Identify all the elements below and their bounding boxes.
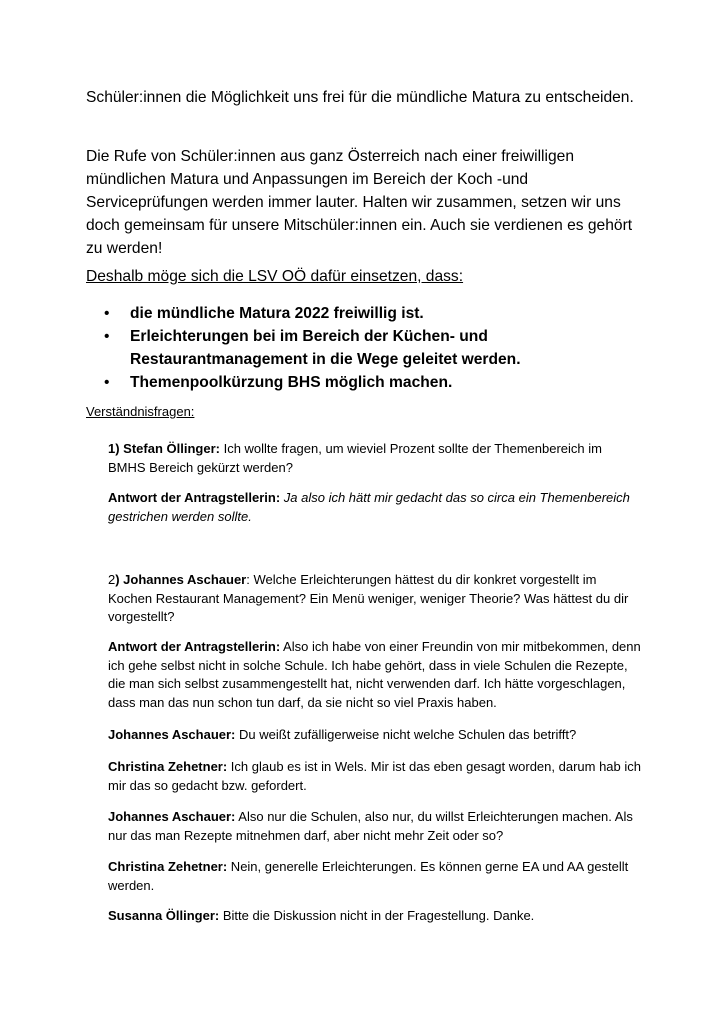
qa-text: Du weißt zufälligerweise nicht welche Schulen das betrifft? [235, 727, 577, 742]
demands-list [86, 302, 646, 394]
bullet-icon: • [104, 374, 110, 391]
qa-speaker: Susanna Öllinger: [108, 908, 220, 923]
demand-item [86, 371, 646, 394]
qa-speaker: Christina Zehetner: [108, 759, 228, 774]
qa-entry [108, 440, 643, 477]
qa-entry [108, 858, 643, 895]
qa-text: Also nur die Schulen, also nur, du willst Erleichterungen machen. Als nur das man Rezepte mitnehmen darf, aber nicht mehr Zeit oder so? [108, 809, 633, 843]
qa-text: Ja also ich hätt mir gedacht das so circa ein Themenbereich gestrichen werden sollte. [108, 490, 630, 524]
intro-paragraph-2: Die Rufe von Schüler:innen aus ganz Österreich nach einer freiwilligen mündlichen Matura und Anpassungen im Bereich der Koch -und Serviceprüfungen werden immer lauter. Halten wir zusammen, setzen wir uns doch gemeinsam für unsere Mitschüler:innen ein. Auch sie verdienen es gehört zu werden! [86, 148, 633, 257]
demand-item [86, 325, 646, 371]
qa-speaker: Christina Zehetner: [108, 859, 228, 874]
qa-speaker: Johannes Aschauer: [108, 727, 236, 742]
intro-paragraph-1: Schüler:innen die Möglichkeit uns frei für die mündliche Matura zu entscheiden. [86, 89, 634, 106]
qa-text: Also ich habe von einer Freundin von mir mitbekommen, denn ich gehe selbst nicht in solche Schule. Ich habe gehört, dass in viele Schulen die Rezepte, die man sich selbst zusammengestellt hat, nicht verwenden darf. Ich hätte vorgeschlagen, dass man das nun schon tun darf, da sie nicht so viel Praxis haben. [108, 639, 641, 710]
qa-speaker: Antwort der Antragstellerin: [108, 639, 281, 654]
qa-entry [108, 907, 643, 926]
qa-speaker: ) Johannes Aschauer [115, 572, 247, 587]
questions-title: Verständnisfragen: [86, 404, 195, 419]
qa-speaker: Antwort der Antragstellerin: [108, 490, 281, 505]
demands-heading [86, 265, 646, 288]
bullet-icon: • [104, 328, 110, 345]
qa-text: Ich wollte fragen, um wieviel Prozent sollte der Themenbereich im BMHS Bereich gekürzt werden? [108, 441, 602, 475]
qa-speaker: Johannes Aschauer: [108, 809, 236, 824]
qa-entry [108, 571, 643, 627]
qa-entry [108, 726, 643, 745]
qa-text: Nein, generelle Erleichterungen. Es können gerne EA und AA gestellt werden. [108, 859, 629, 893]
demand-text: Themenpoolkürzung BHS möglich machen. [130, 374, 453, 391]
qa-text: Bitte die Diskussion nicht in der Fragestellung. Danke. [219, 908, 535, 923]
qa-prefix: 2 [108, 572, 116, 587]
demand-text: die mündliche Matura 2022 freiwillig ist. [130, 305, 424, 322]
demand-text: Erleichterungen bei im Bereich der Küchen- und Restaurantmanagement in die Wege geleitet werden. [130, 328, 521, 368]
qa-entry [108, 489, 643, 526]
qa-entry [108, 808, 643, 845]
qa-text: Ich glaub es ist in Wels. Mir ist das eben gesagt worden, darum hab ich mir das so gedacht bzw. gefordert. [108, 759, 641, 793]
qa-text: : Welche Erleichterungen hättest du dir konkret vorgestellt im Kochen Restaurant Management? Ein Menü weniger, weniger Theorie? Was hättest du dir vorgestellt? [108, 572, 629, 624]
qa-entry [108, 758, 643, 795]
qa-entry [108, 638, 643, 712]
demand-item [86, 302, 646, 325]
qa-speaker: 1) Stefan Öllinger: [108, 441, 220, 456]
demands-heading-text: Deshalb möge sich die LSV OÖ dafür einsetzen, dass: [86, 268, 464, 285]
bullet-icon: • [104, 305, 110, 322]
